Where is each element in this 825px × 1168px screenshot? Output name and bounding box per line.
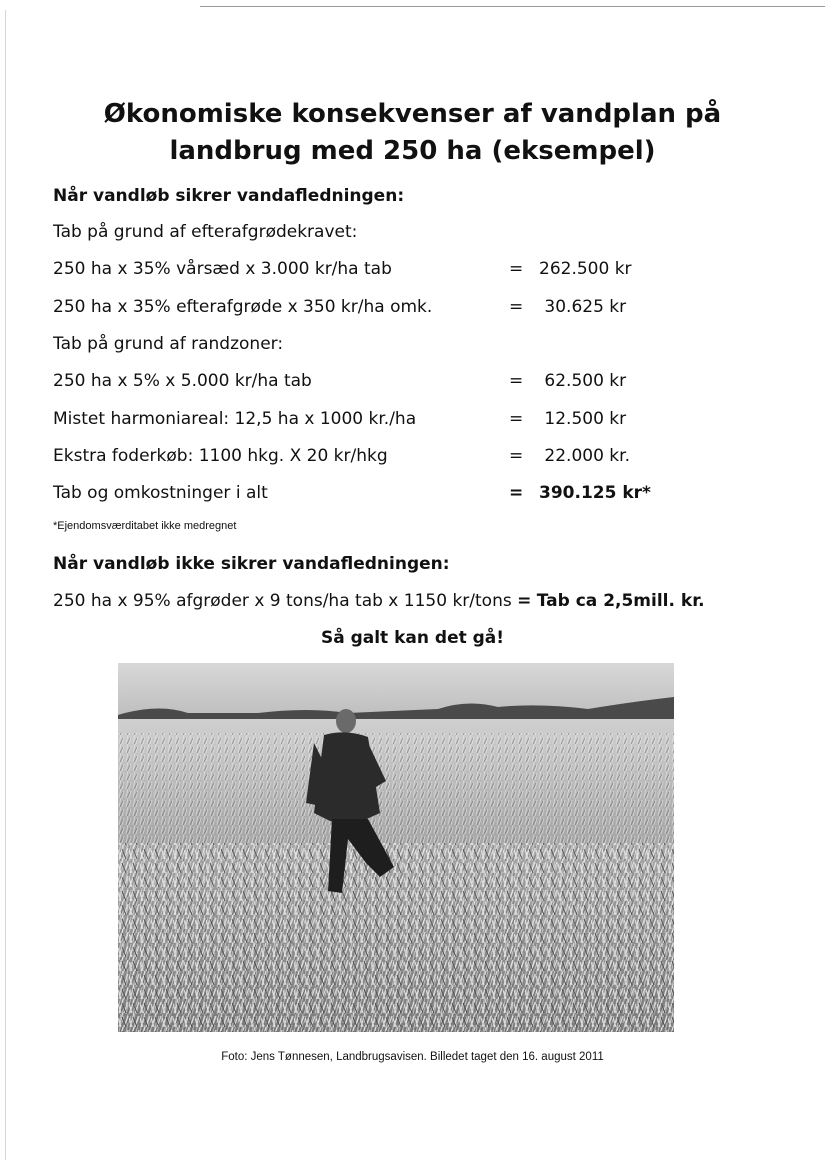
photo-caption: Foto: Jens Tønnesen, Landbrugsavisen. Billedet taget den 16. august 2011: [221, 1051, 604, 1063]
calc-row-equals: =: [509, 259, 524, 279]
calc-row-desc: 250 ha x 35% vårsæd x 3.000 kr/ha tab: [53, 259, 392, 279]
slogan: Så galt kan det gå!: [320, 628, 505, 648]
calc-row-equals: =: [509, 409, 524, 429]
calc-row-value: 30.625 kr: [539, 297, 627, 317]
calc-row-value: 22.000 kr.: [539, 446, 630, 466]
total-value: 390.125 kr*: [539, 483, 651, 503]
calc-row-desc: 250 ha x 5% x 5.000 kr/ha tab: [53, 371, 312, 391]
subheading-randzoner-text: Tab på grund af randzoner:: [53, 334, 284, 354]
calc-row-desc: 250 ha x 35% efterafgrøde x 350 kr/ha omk.: [53, 297, 433, 317]
calc-row-harmoniareal: [53, 407, 753, 431]
calc-row-varsaed: [53, 257, 753, 281]
calc-row-desc: Mistet harmoniareal: 12,5 ha x 1000 kr./ha: [53, 409, 417, 429]
field-photo: [118, 663, 674, 1032]
calc-row-desc: Ekstra foderkøb: 1100 hkg. X 20 kr/hkg: [53, 446, 388, 466]
section2-heading: Når vandløb ikke sikrer vandafledningen:: [53, 554, 450, 574]
section1-heading: Når vandløb sikrer vandafledningen:: [53, 186, 405, 206]
calc-row-randzone: [53, 369, 753, 393]
section2-equals: =: [517, 591, 532, 611]
calc-row-value: 12.500 kr: [539, 409, 627, 429]
subheading-randzoner: [53, 332, 753, 356]
field-photo-illustration: [118, 663, 674, 1032]
calc-row-value: 262.500 kr: [539, 259, 632, 279]
calc-row-equals: =: [509, 371, 524, 391]
calc-row-efterafgroede: [53, 295, 753, 319]
document-title: [40, 96, 785, 170]
footnote: *Ejendomsværditabet ikke medregnet: [53, 520, 237, 532]
section2-calc-row: [53, 589, 705, 613]
title-line-1: Økonomiske konsekvenser af vandplan på: [103, 99, 722, 129]
scan-edge-top: [0, 0, 825, 10]
total-desc: Tab og omkostninger i alt: [53, 483, 268, 503]
section2-calc: 250 ha x 95% afgrøder x 9 tons/ha tab x 1150 kr/tons: [53, 591, 512, 611]
section2-result: Tab ca 2,5mill. kr.: [536, 591, 705, 611]
calc-row-foderkob: [53, 444, 753, 468]
calc-row-equals: =: [509, 446, 524, 466]
subheading-efterafgroede: [53, 220, 753, 244]
title-line-2: landbrug med 250 ha (eksempel): [169, 136, 656, 166]
scan-edge-left: [5, 10, 6, 1160]
total-equals: =: [509, 483, 524, 503]
calc-row-value: 62.500 kr: [539, 371, 627, 391]
subheading-efterafgroede-text: Tab på grund af efterafgrødekravet:: [53, 222, 358, 242]
total-row: [53, 481, 753, 505]
calc-row-equals: =: [509, 297, 524, 317]
